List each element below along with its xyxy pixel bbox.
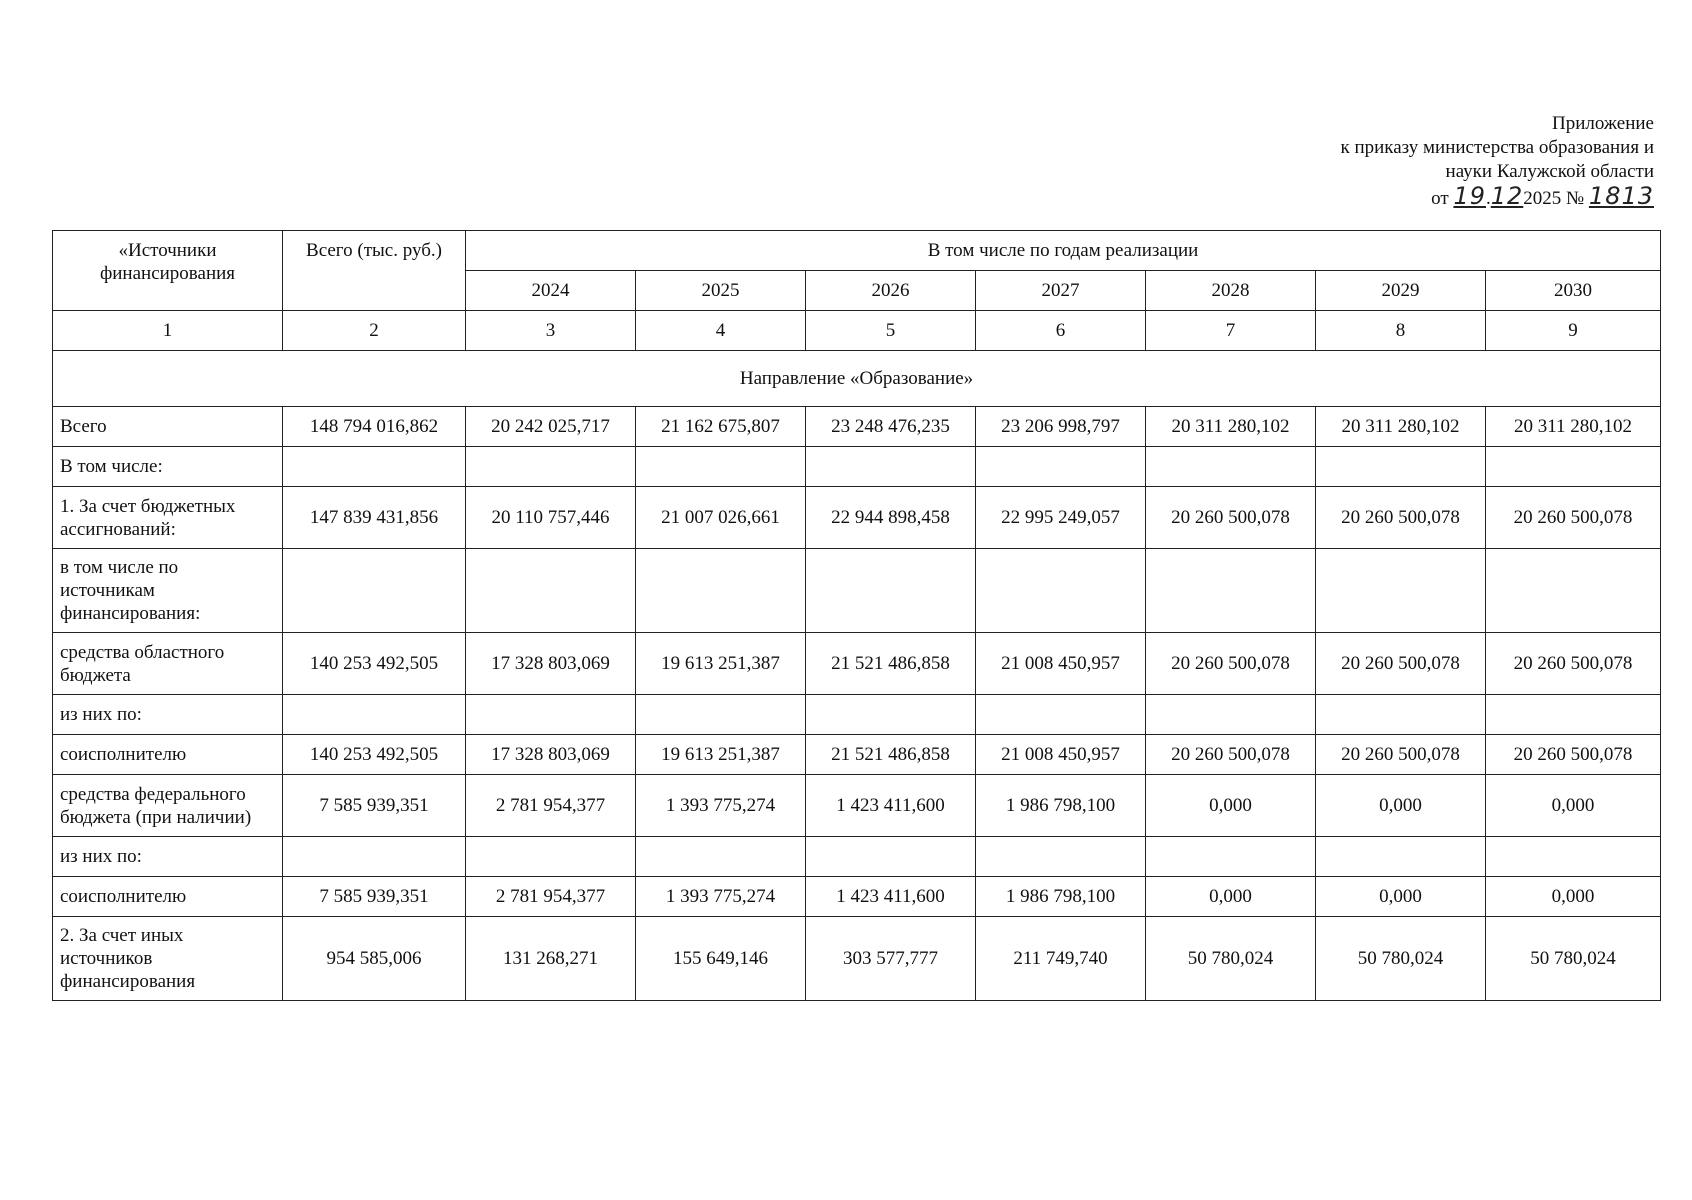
table-row (53, 775, 1661, 837)
table-row (53, 917, 1661, 1001)
row-year-cell (1486, 549, 1661, 633)
row-year-cell: 22 944 898,458 (806, 487, 976, 549)
column-number: 6 (976, 311, 1146, 351)
row-year-cell: 20 260 500,078 (1146, 487, 1316, 549)
appendix-order-ref: к приказу министерства образования и (1340, 137, 1654, 158)
row-label: соисполнителю (53, 877, 283, 917)
row-label: 2. За счет иных источников финансирования (53, 917, 283, 1001)
row-year-cell: 0,000 (1316, 775, 1486, 837)
row-year-cell: 211 749,740 (976, 917, 1146, 1001)
table-row (53, 695, 1661, 735)
row-year-cell (976, 549, 1146, 633)
table-row (53, 877, 1661, 917)
row-total-cell: 7 585 939,351 (283, 877, 466, 917)
row-year-cell: 0,000 (1146, 775, 1316, 837)
table-row (53, 549, 1661, 633)
row-year-cell (806, 837, 976, 877)
row-year-cell: 1 423 411,600 (806, 877, 976, 917)
row-year-cell: 21 008 450,957 (976, 735, 1146, 775)
row-year-cell: 21 008 450,957 (976, 633, 1146, 695)
row-year-cell (636, 837, 806, 877)
row-total-cell (283, 695, 466, 735)
row-year-cell (1146, 695, 1316, 735)
col-total-header: Всего (тыс. руб.) (283, 231, 466, 311)
row-year-cell (1486, 447, 1661, 487)
table-row (53, 837, 1661, 877)
appendix-header (1340, 112, 1654, 211)
year-header: 2025 (636, 271, 806, 311)
row-label: средства областного бюджета (53, 633, 283, 695)
year-header: 2029 (1316, 271, 1486, 311)
row-year-cell: 1 423 411,600 (806, 775, 976, 837)
handwritten-day: 19 (1453, 182, 1486, 210)
column-number: 7 (1146, 311, 1316, 351)
column-number: 8 (1316, 311, 1486, 351)
row-year-cell (636, 447, 806, 487)
row-year-cell (976, 695, 1146, 735)
row-label: средства федерального бюджета (при наличии) (53, 775, 283, 837)
row-year-cell (806, 549, 976, 633)
column-number: 5 (806, 311, 976, 351)
appendix-title: Приложение (1552, 113, 1654, 134)
row-year-cell (1316, 447, 1486, 487)
handwritten-order-number: 1813 (1588, 182, 1654, 210)
row-year-cell (1316, 549, 1486, 633)
row-year-cell (806, 447, 976, 487)
row-year-cell: 23 206 998,797 (976, 407, 1146, 447)
row-year-cell: 21 162 675,807 (636, 407, 806, 447)
row-year-cell: 23 248 476,235 (806, 407, 976, 447)
row-year-cell (466, 695, 636, 735)
row-total-cell: 7 585 939,351 (283, 775, 466, 837)
row-year-cell (976, 837, 1146, 877)
row-year-cell: 21 521 486,858 (806, 633, 976, 695)
row-year-cell: 2 781 954,377 (466, 877, 636, 917)
row-year-cell: 22 995 249,057 (976, 487, 1146, 549)
row-label: в том числе по источникам финансирования: (53, 549, 283, 633)
year-header: 2027 (976, 271, 1146, 311)
row-total-cell (283, 447, 466, 487)
row-year-cell (976, 447, 1146, 487)
row-year-cell (806, 695, 976, 735)
row-total-cell: 140 253 492,505 (283, 735, 466, 775)
years-group-header: В том числе по годам реализации (466, 231, 1661, 271)
row-year-cell: 17 328 803,069 (466, 735, 636, 775)
row-label: из них по: (53, 837, 283, 877)
row-year-cell (466, 447, 636, 487)
date-separator: . (1485, 188, 1491, 209)
table-row (53, 633, 1661, 695)
row-year-cell: 20 260 500,078 (1486, 735, 1661, 775)
column-number: 2 (283, 311, 466, 351)
table-row (53, 487, 1661, 549)
row-year-cell: 19 613 251,387 (636, 735, 806, 775)
column-numbers-row (53, 311, 1661, 351)
row-year-cell: 0,000 (1486, 775, 1661, 837)
row-year-cell: 2 781 954,377 (466, 775, 636, 837)
row-label: 1. За счет бюджетных ассигнований: (53, 487, 283, 549)
table-row (53, 407, 1661, 447)
row-year-cell: 1 393 775,274 (636, 775, 806, 837)
date-prefix: от (1431, 188, 1449, 209)
row-total-cell: 148 794 016,862 (283, 407, 466, 447)
row-label: В том числе: (53, 447, 283, 487)
row-year-cell (1486, 837, 1661, 877)
row-total-cell (283, 549, 466, 633)
row-year-cell: 155 649,146 (636, 917, 806, 1001)
row-year-cell: 17 328 803,069 (466, 633, 636, 695)
row-year-cell: 0,000 (1486, 877, 1661, 917)
row-total-cell: 954 585,006 (283, 917, 466, 1001)
row-year-cell: 20 260 500,078 (1316, 735, 1486, 775)
row-year-cell (1486, 695, 1661, 735)
row-year-cell: 303 577,777 (806, 917, 976, 1001)
year-header: 2030 (1486, 271, 1661, 311)
row-year-cell: 1 393 775,274 (636, 877, 806, 917)
row-year-cell: 1 986 798,100 (976, 775, 1146, 837)
year-header: 2028 (1146, 271, 1316, 311)
row-year-cell: 21 521 486,858 (806, 735, 976, 775)
row-year-cell (1146, 549, 1316, 633)
row-year-cell: 20 242 025,717 (466, 407, 636, 447)
row-year-cell: 19 613 251,387 (636, 633, 806, 695)
row-year-cell (636, 695, 806, 735)
row-year-cell: 0,000 (1146, 877, 1316, 917)
row-year-cell (1146, 447, 1316, 487)
row-total-cell (283, 837, 466, 877)
section-row (53, 351, 1661, 407)
row-year-cell: 20 311 280,102 (1316, 407, 1486, 447)
row-year-cell: 20 311 280,102 (1146, 407, 1316, 447)
row-year-cell (466, 549, 636, 633)
row-year-cell (1316, 695, 1486, 735)
column-number: 1 (53, 311, 283, 351)
column-number: 3 (466, 311, 636, 351)
col-sources-header: «Источники финансирования (53, 231, 283, 311)
row-year-cell: 21 007 026,661 (636, 487, 806, 549)
table-row (53, 447, 1661, 487)
row-total-cell: 147 839 431,856 (283, 487, 466, 549)
financing-table (52, 230, 1661, 1001)
year-header: 2024 (466, 271, 636, 311)
header-row-1 (53, 231, 1661, 271)
row-year-cell: 20 260 500,078 (1486, 487, 1661, 549)
column-number: 9 (1486, 311, 1661, 351)
row-year-cell: 50 780,024 (1486, 917, 1661, 1001)
row-year-cell: 0,000 (1316, 877, 1486, 917)
row-year-cell: 1 986 798,100 (976, 877, 1146, 917)
table-row (53, 735, 1661, 775)
row-year-cell: 20 260 500,078 (1146, 735, 1316, 775)
row-year-cell: 50 780,024 (1146, 917, 1316, 1001)
row-total-cell: 140 253 492,505 (283, 633, 466, 695)
row-label: соисполнителю (53, 735, 283, 775)
row-label: из них по: (53, 695, 283, 735)
section-title: Направление «Образование» (53, 351, 1661, 407)
row-year-cell: 20 260 500,078 (1146, 633, 1316, 695)
row-year-cell (466, 837, 636, 877)
row-label: Всего (53, 407, 283, 447)
row-year-cell: 131 268,271 (466, 917, 636, 1001)
row-year-cell (1316, 837, 1486, 877)
year-header: 2026 (806, 271, 976, 311)
row-year-cell: 20 260 500,078 (1486, 633, 1661, 695)
date-year-and-number-sign: 2025 № (1523, 188, 1585, 209)
row-year-cell (1146, 837, 1316, 877)
row-year-cell (636, 549, 806, 633)
row-year-cell: 20 260 500,078 (1316, 633, 1486, 695)
row-year-cell: 20 311 280,102 (1486, 407, 1661, 447)
row-year-cell: 50 780,024 (1316, 917, 1486, 1001)
appendix-date-line (1340, 184, 1654, 211)
row-year-cell: 20 260 500,078 (1316, 487, 1486, 549)
column-number: 4 (636, 311, 806, 351)
row-year-cell: 20 110 757,446 (466, 487, 636, 549)
appendix-ministry: науки Калужской области (1445, 161, 1654, 182)
handwritten-month: 12 (1490, 182, 1524, 210)
